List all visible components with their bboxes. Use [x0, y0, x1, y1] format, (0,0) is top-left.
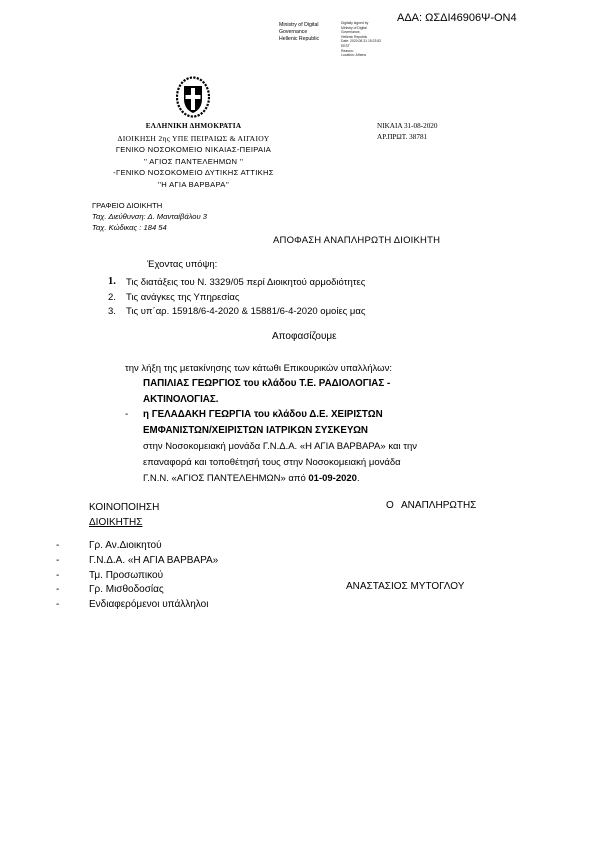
decision-body-line-2: επαναφορά και τοποθέτησή τους στην Νοσοκομειακή μονάδα: [143, 457, 401, 468]
distribution-item: Γρ. Αν.Διοικητού: [89, 540, 162, 551]
employee-2-dash: -: [125, 409, 129, 420]
org-line-hospital-nikaia: ΓΕΝΙΚΟ ΝΟΣΟΚΟΜΕΙΟ ΝΙΚΑΙΑΣ-ΠΕΙΡΑΙΑ: [115, 145, 272, 155]
employee-2-line-1: η ΓΕΛΑΔΑΚΗ ΓΕΩΡΓΙΑ του κλάδου Δ.Ε. ΧΕΙΡΙΣΤΩΝ: [143, 409, 383, 420]
decision-body-line-3: [143, 473, 360, 484]
list-item-text: Τις υπ΄αρ. 15918/6-4-2020 & 15881/6-4-2020 ομοίες μας: [126, 306, 366, 317]
list-item-number: 2.: [108, 292, 116, 303]
decision-body-line-1: στην Νοσοκομειακή μονάδα Γ.Ν.Δ.Α. «Η ΑΓΙΑ ΒΑΡΒΑΡΑ» και την: [143, 441, 417, 452]
document-date: ΝΙΚΑΙΑ 31-08-2020: [377, 122, 438, 130]
protocol-number: ΑΡ.ΠΡΩΤ. 38781: [377, 133, 428, 141]
distribution-dash: -: [56, 540, 60, 551]
list-item-number: 1.: [108, 276, 116, 287]
deputy-title: Ο ΑΝΑΠΛΗΡΩΤΗΣ: [386, 500, 477, 511]
stamp-right-line: Location: Athens: [341, 53, 367, 58]
org-line-hospital-west-attica: -ΓΕΝΙΚΟ ΝΟΣΟΚΟΜΕΙΟ ΔΥΤΙΚΗΣ ΑΤΤΙΚΗΣ: [113, 168, 274, 178]
org-line-administration: ΔΙΟΙΚΗΣΗ 2ης ΥΠΕ ΠΕΙΡΑΙΩΣ & ΑΙΓΑΙΟΥ: [117, 133, 270, 143]
ada-code: ΑΔΑ: ΩΣΔΙ46906Ψ-ΟΝ4: [397, 12, 517, 24]
distribution-dash: -: [56, 599, 60, 610]
notification-recipient: ΔΙΟΙΚΗΤΗΣ: [89, 517, 143, 528]
org-line-agios-panteleimon: '' ΑΓΙΟΣ ΠΑΝΤΕΛΕΗΜΩΝ '': [143, 156, 244, 166]
employee-2-line-2: ΕΜΦΑΝΙΣΤΩΝ/ΧΕΙΡΙΣΤΩΝ ΙΑΤΡΙΚΩΝ ΣΥΣΚΕΥΩΝ: [143, 425, 369, 436]
stamp-left-line: Hellenic Republic: [279, 36, 320, 42]
stamp-left-line: Governance: [279, 29, 308, 35]
distribution-item: Γ.Ν.Δ.Α. «Η ΑΓΙΑ ΒΑΡΒΑΡΑ»: [89, 555, 219, 566]
decision-intro: την λήξη της μετακίνησης των κάτωθι Επικουρικών υπαλλήλων:: [125, 363, 392, 374]
notification-heading: [89, 500, 159, 530]
office-name: ΓΡΑΦΕΙΟ ΔΙΟΙΚΗΤΗ: [92, 201, 163, 210]
distribution-item: Ενδιαφερόμενοι υπάλληλοι: [89, 599, 209, 610]
we-decide-heading: Αποφασίζουμε: [272, 331, 337, 342]
stamp-right-line: Ministry of Digital: [341, 25, 367, 30]
office-postal-code: Ταχ. Κώδικας : 184 54: [92, 223, 167, 232]
org-line-agia-varvara: ''Η ΑΓΙΑ ΒΑΡΒΑΡΑ'': [157, 179, 230, 189]
stamp-left-line: Ministry of Digital: [279, 22, 319, 28]
stamp-right-line: Digitally signed by: [341, 21, 369, 25]
employee-1-line-2: ΑΚΤΙΝΟΛΟΓΙΑΣ.: [143, 394, 219, 405]
digital-signature-label: [279, 22, 319, 43]
org-line-republic: ΕΛΛΗΝΙΚΗ ΔΗΜΟΚΡΑΤΙΑ: [145, 122, 242, 130]
distribution-item: Γρ. Μισθοδοσίας: [89, 584, 164, 595]
issuing-organization: [56, 121, 331, 191]
effective-date: 01-09-2020: [308, 473, 357, 484]
stamp-right-line: EEST: [341, 43, 350, 48]
decision-body-line-3-text: Γ.Ν.Ν. «ΑΓΙΟΣ ΠΑΝΤΕΛΕΗΜΩΝ» από: [143, 473, 309, 484]
stamp-right-line: Date: 2020.08.31 15:23:52: [341, 39, 382, 44]
employee-1-line-1: ΠΑΠΙΛΙΑΣ ΓΕΩΡΓΙΟΣ του κλάδου Τ.Ε. ΡΑΔΙΟΛΟΓΙΑΣ -: [143, 378, 391, 389]
considering-heading: Έχοντας υπόψη:: [147, 259, 218, 270]
distribution-item: Τμ. Προσωπικού: [89, 570, 164, 581]
stamp-right-line: Governance,: [341, 30, 361, 35]
distribution-dash: -: [56, 555, 60, 566]
stamp-right-line: Reason:: [341, 48, 354, 53]
office-block: [92, 200, 207, 233]
notification-label: ΚΟΙΝΟΠΟΙΗΣΗ: [89, 502, 160, 513]
effective-date-period: .: [356, 473, 360, 484]
date-protocol-block: [377, 121, 438, 143]
list-item-number: 3.: [108, 306, 116, 317]
distribution-dash: -: [56, 570, 60, 581]
list-item-text: Τις διατάξεις του Ν. 3329/05 περί Διοικητού αρμοδιότητες: [126, 277, 366, 288]
list-item-text: Τις ανάγκες της Υπηρεσίας: [126, 292, 240, 303]
office-address: Ταχ. Διεύθυνση: Δ. Μανταίβάλου 3: [92, 212, 208, 221]
stamp-right-line: Hellenic Republic: [341, 34, 368, 39]
hellenic-republic-emblem-icon: [176, 76, 210, 118]
decision-title: ΑΠΟΦΑΣΗ ΑΝΑΠΛΗΡΩΤΗ ΔΙΟΙΚΗΤΗ: [273, 235, 441, 246]
digital-signature-details: [341, 21, 381, 58]
signer-name: ΑΝΑΣΤΑΣΙΟΣ ΜΥΤΟΓΛΟΥ: [346, 581, 465, 592]
distribution-dash: -: [56, 584, 60, 595]
